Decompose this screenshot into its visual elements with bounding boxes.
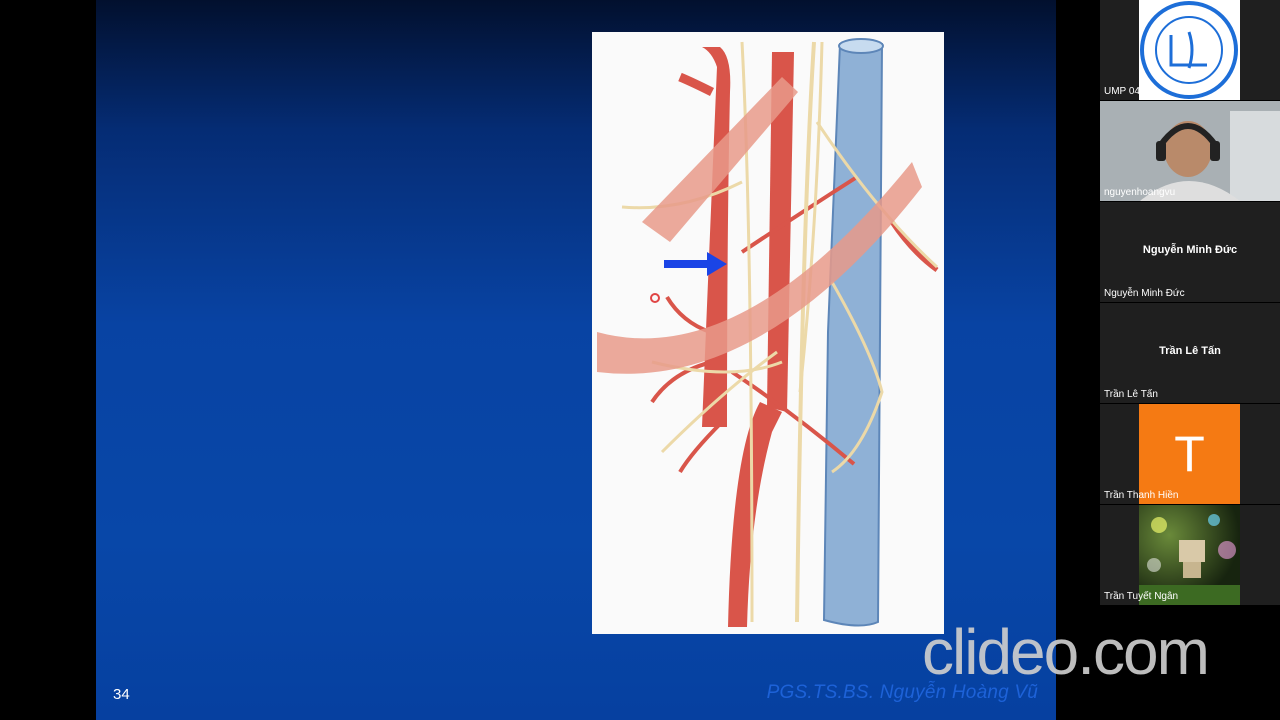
profile-image: [1139, 505, 1240, 605]
participant-tile[interactable]: [1100, 101, 1280, 201]
common-carotid-artery: [728, 402, 782, 627]
watermark: clideo.com: [922, 616, 1208, 688]
participant-name: UMP 04: [1104, 86, 1140, 97]
participant-tile[interactable]: [1100, 505, 1280, 605]
participant-name: Trần Tuyết Ngân: [1104, 591, 1179, 602]
slide-number: 34: [113, 686, 130, 703]
participant-name: Nguyễn Minh Đức: [1104, 288, 1185, 299]
participant-tile[interactable]: [1100, 404, 1280, 504]
internal-jugular-vein: [824, 44, 882, 626]
participant-tile[interactable]: [1100, 303, 1280, 403]
participant-display-name: Nguyễn Minh Đức: [1142, 244, 1238, 256]
participant-display-name: Trần Lê Tấn: [1159, 345, 1221, 357]
participant-name: Trần Lê Tấn: [1104, 389, 1158, 400]
presenter-video: [1100, 101, 1280, 201]
slide-author: PGS.TS.BS. Nguyễn Hoàng Vũ: [766, 682, 1038, 703]
university-logo: [1139, 0, 1240, 100]
presentation-slide: [96, 0, 1056, 720]
participant-tile[interactable]: [1100, 202, 1280, 302]
participant-tile[interactable]: [1100, 0, 1280, 100]
avatar: T: [1139, 404, 1240, 504]
participant-name: nguyenhoangvu: [1104, 187, 1176, 198]
artery-branch: [667, 297, 710, 332]
anatomy-illustration: [592, 32, 944, 634]
participant-name: Trần Thanh Hiền: [1104, 490, 1179, 501]
